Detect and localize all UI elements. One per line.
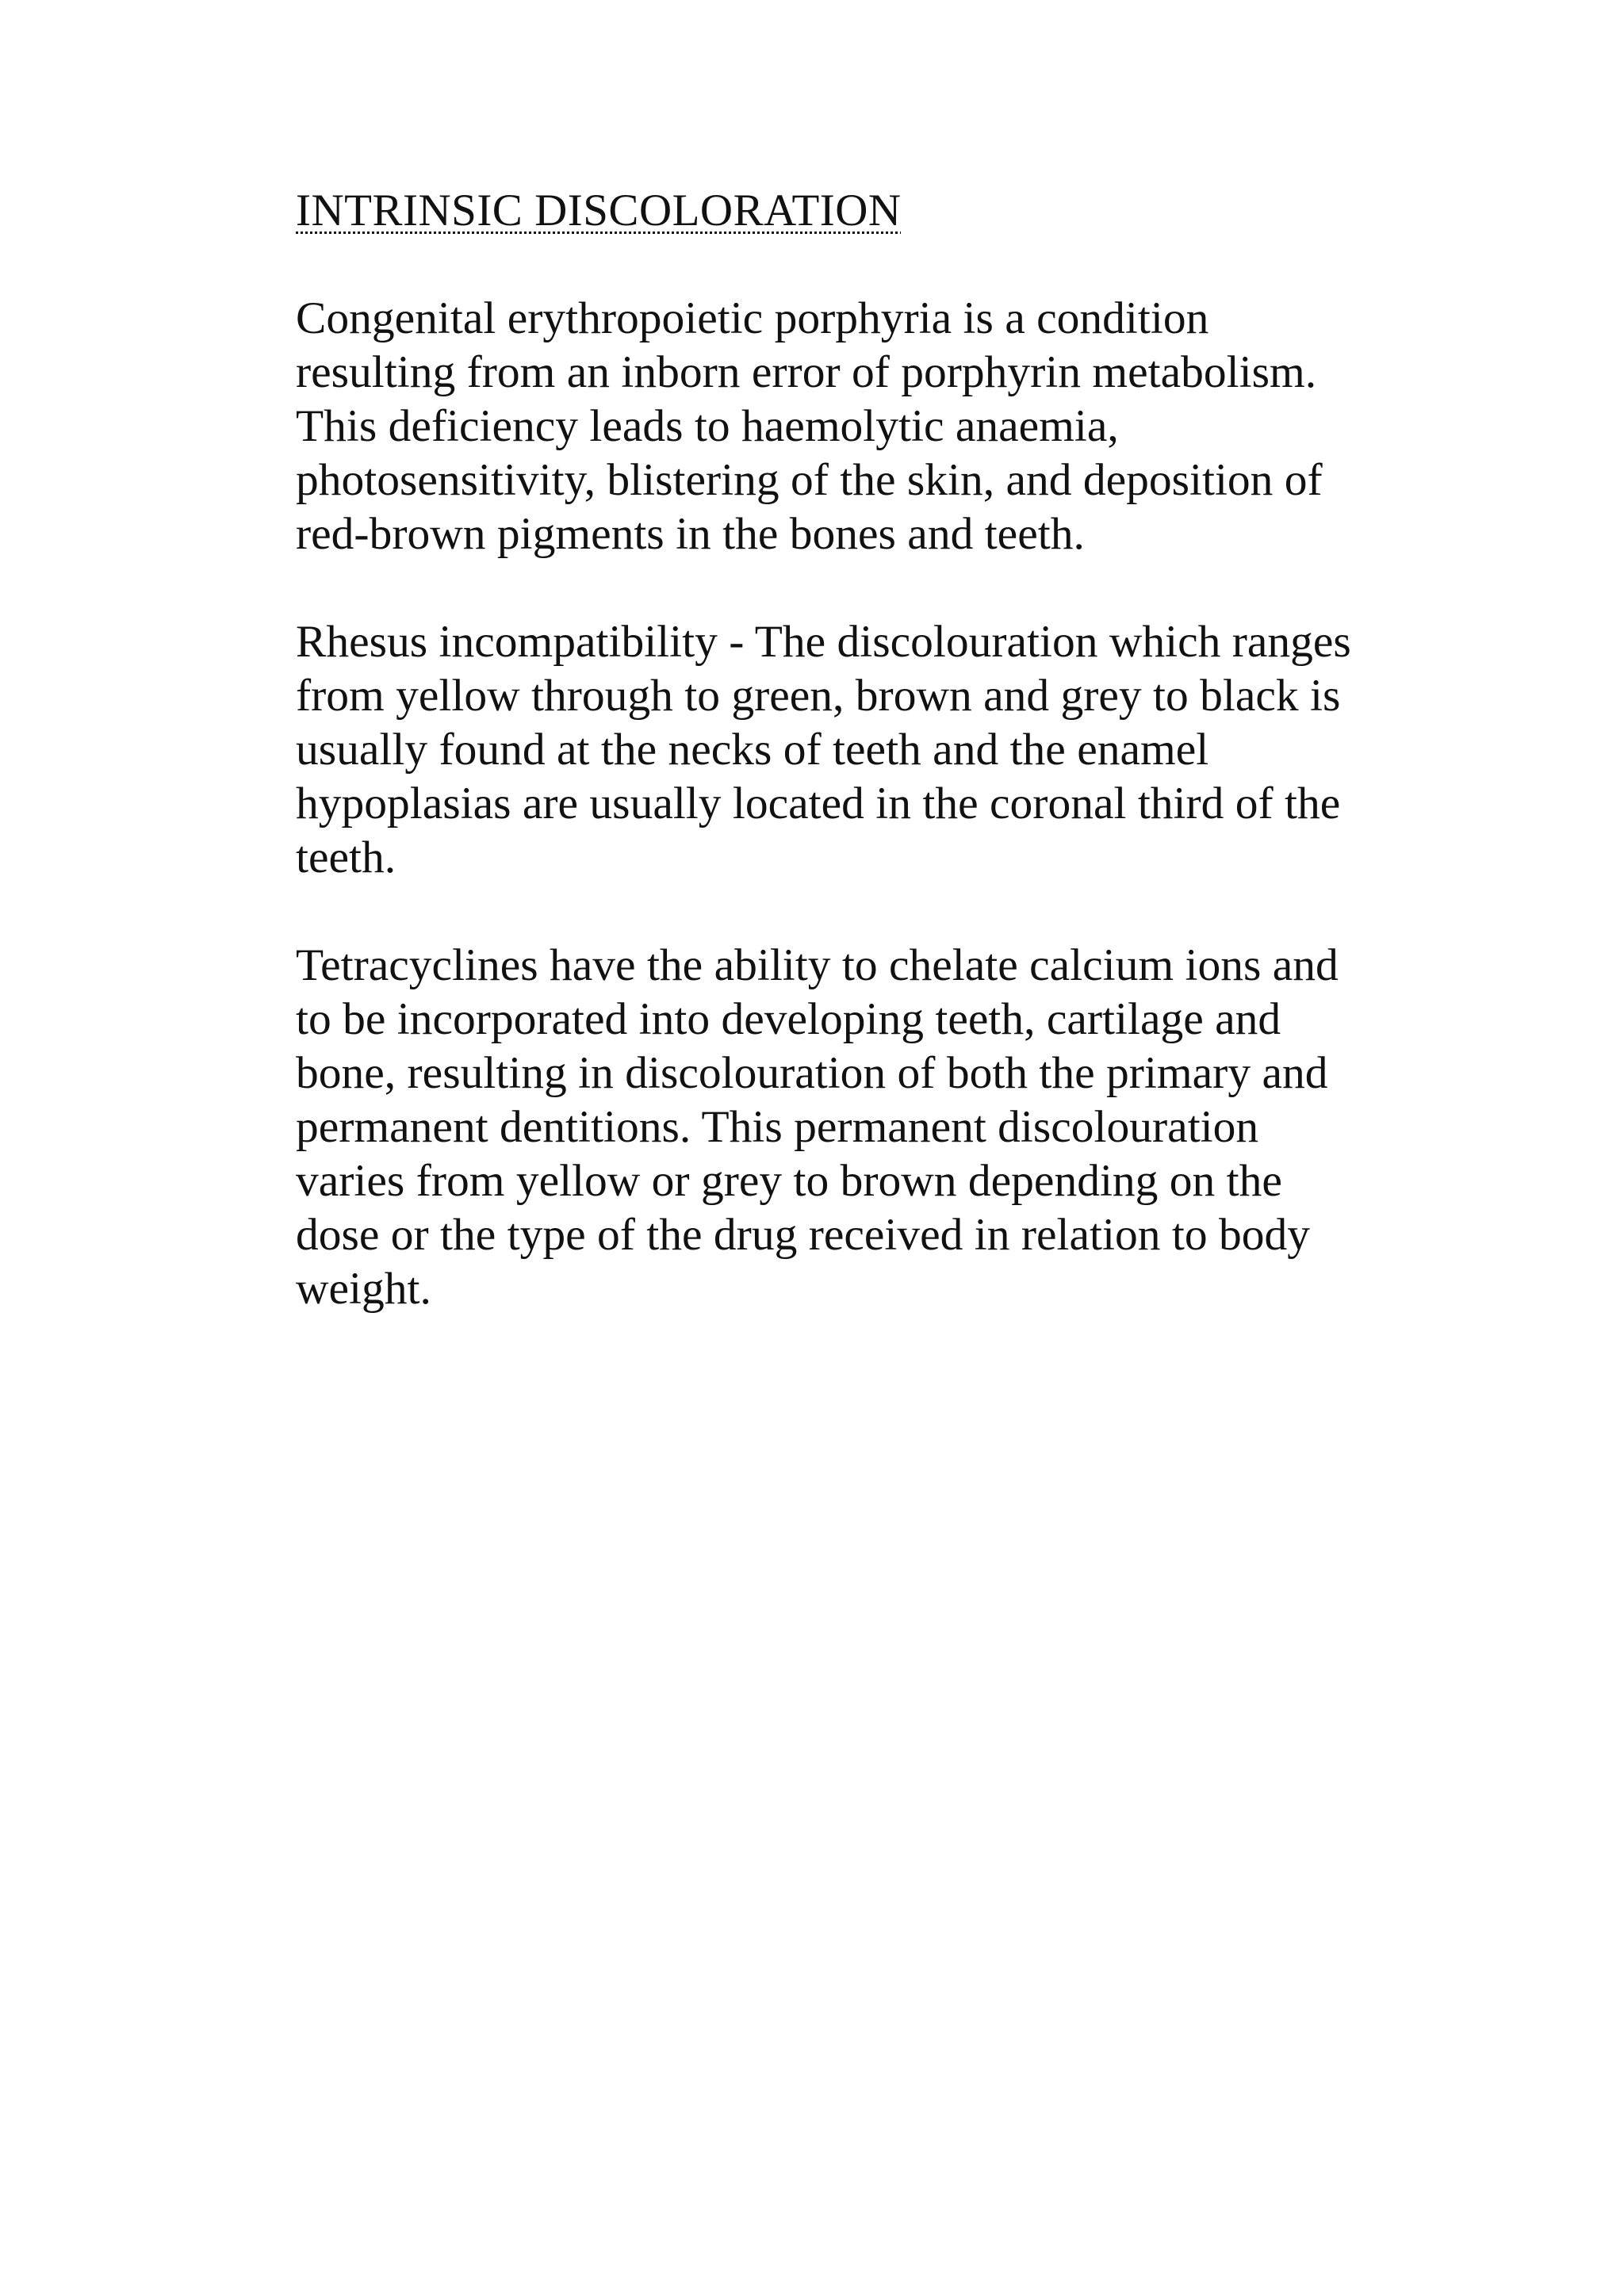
- text-line: teeth.: [296, 832, 396, 882]
- text-line: Congenital erythropoietic porphyria is a condition: [296, 293, 1209, 343]
- document-heading: INTRINSIC DISCOLORATION: [296, 186, 902, 235]
- text-line: dose or the type of the drug received in relation to body: [296, 1210, 1310, 1260]
- text-line: red-brown pigments in the bones and teeth.: [296, 509, 1085, 559]
- text-line: Tetracyclines have the ability to chelate calcium ions and: [296, 940, 1339, 990]
- text-line: to be incorporated into developing teeth, cartilage and: [296, 994, 1281, 1044]
- text-line: resulting from an inborn error of porphyrin metabolism.: [296, 347, 1317, 397]
- text-line: usually found at the necks of teeth and the enamel: [296, 725, 1209, 775]
- text-line: This deficiency leads to haemolytic anaemia,: [296, 401, 1119, 451]
- text-line: permanent dentitions. This permanent discolouration: [296, 1102, 1259, 1152]
- text-line: Rhesus incompatibility - The discolouration which ranges: [296, 617, 1351, 667]
- text-line: bone, resulting in discolouration of both the primary and: [296, 1048, 1328, 1098]
- document-body: [296, 184, 1422, 1370]
- text-line: varies from yellow or grey to brown depending on the: [296, 1156, 1282, 1206]
- text-line: from yellow through to green, brown and grey to black is: [296, 671, 1341, 721]
- text-line: hypoplasias are usually located in the coronal third of the: [296, 779, 1341, 828]
- text-line: weight.: [296, 1264, 431, 1314]
- paragraph-porphyria: [296, 292, 1422, 561]
- paragraph-tetracyclines: [296, 939, 1422, 1316]
- text-line: photosensitivity, blistering of the skin, and deposition of: [296, 455, 1323, 505]
- paragraph-rhesus: [296, 615, 1422, 885]
